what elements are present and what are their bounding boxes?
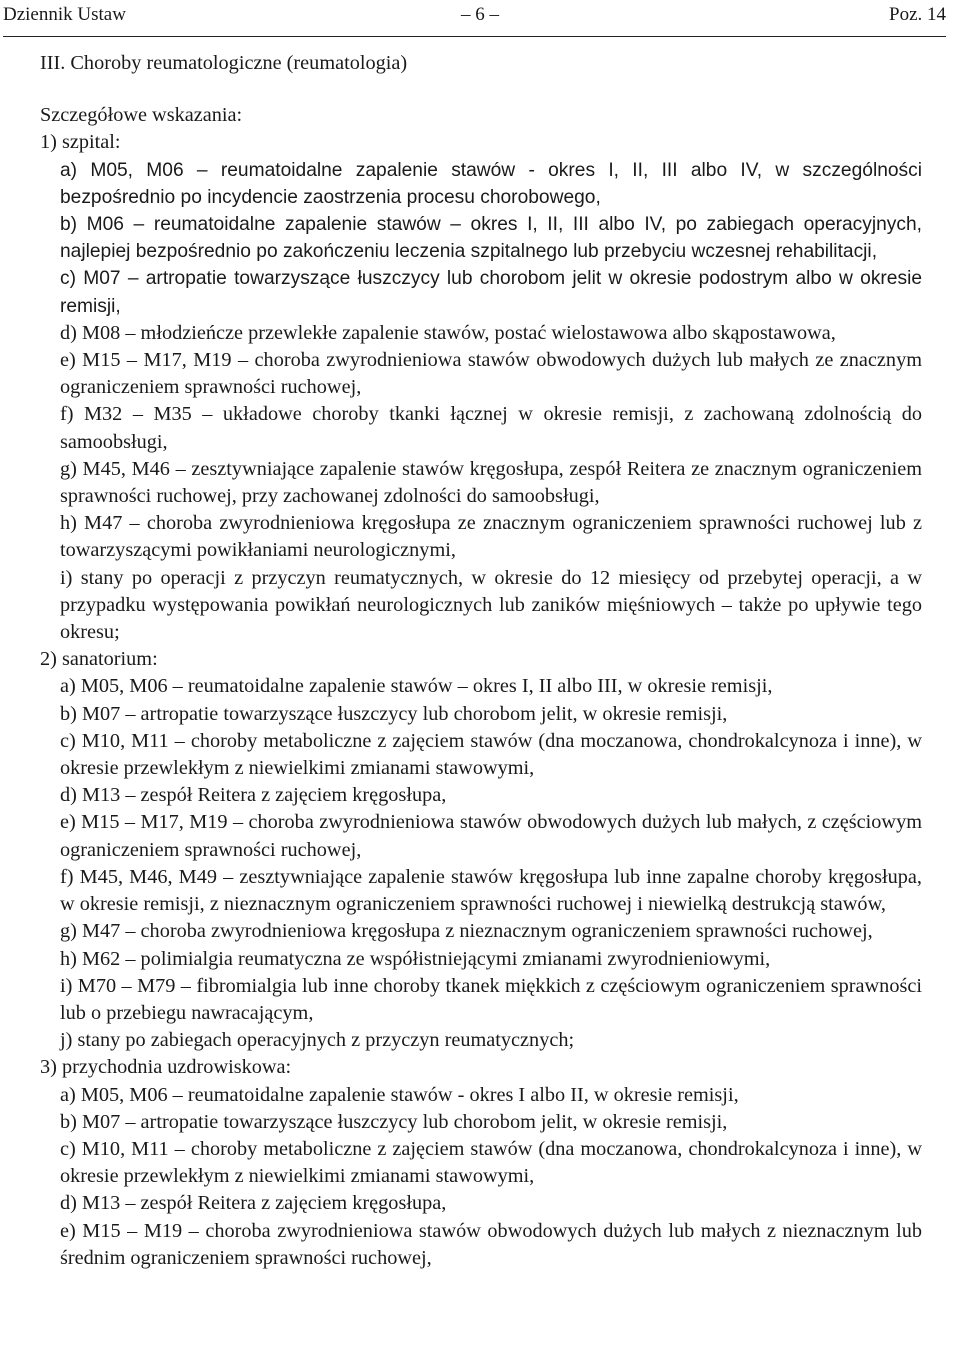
list-item: b) M07 – artropatie towarzyszące łuszczycy lub chorobom jelit, w okresie remisji, <box>60 1110 728 1133</box>
list-item: f) M45, M46, M49 – zesztywniające zapalenie stawów kręgosłupa lub inne zapalne choroby kręgosłupa, w okresie remisji, z nieznacznym ograniczeniem sprawności ruchowej i niewielką destrukcją stawów, <box>60 865 922 916</box>
list-item: c) M07 – artropatie towarzyszące łuszczycy lub chorobom jelit w okresie podostrym albo w okresie remisji, <box>60 268 922 317</box>
list-item: c) M10, M11 – choroby metaboliczne z zajęciem stawów (dna moczanowa, chondrokalcynoza i inne), w okresie przewlekłym z niewielkimi zmianami stawowymi, <box>60 1137 922 1188</box>
list-item: e) M15 – M19 – choroba zwyrodnieniowa stawów obwodowych dużych lub małych z nieznacznym lub średnim ograniczeniem sprawności ruchowej, <box>60 1219 922 1269</box>
header-divider <box>3 36 946 37</box>
subheading: Szczegółowe wskazania: <box>40 104 243 127</box>
list-item: a) M05, M06 – reumatoidalne zapalenie stawów - okres I albo II, w okresie remisji, <box>60 1083 739 1106</box>
page-number: – 6 – <box>461 4 499 25</box>
list-item: d) M13 – zespół Reitera z zajęciem kręgosłupa, <box>60 784 447 807</box>
position-number: Poz. 14 <box>889 4 946 25</box>
section-label: 3) przychodnia uzdrowiskowa: <box>40 1056 292 1079</box>
publication-name: Dziennik Ustaw <box>3 4 126 25</box>
section-label: 1) szpital: <box>40 131 121 154</box>
list-item: d) M13 – zespół Reitera z zajęciem kręgosłupa, <box>60 1192 447 1215</box>
list-item: j) stany po zabiegach operacyjnych z przyczyn reumatycznych; <box>60 1029 575 1052</box>
list-item: h) M47 – choroba zwyrodnieniowa kręgosłupa ze znacznym ograniczeniem sprawności ruchowej lub z towarzyszącymi powikłaniami neurologicznymi, <box>60 512 922 562</box>
list-item: a) M05, M06 – reumatoidalne zapalenie stawów – okres I, II albo III, w okresie remisji, <box>60 675 773 698</box>
list-item: g) M45, M46 – zesztywniające zapalenie stawów kręgosłupa, zespół Reitera ze znacznym ograniczeniem sprawności ruchowej, przy zachowanej zdolności do samoobsługi, <box>60 457 922 508</box>
section-szpital <box>40 129 922 646</box>
list-item: g) M47 – choroba zwyrodnieniowa kręgosłupa z nieznacznym ograniczeniem sprawności ruchowej, <box>60 920 873 943</box>
section-przychodnia-uzdrowiskowa <box>40 1054 922 1272</box>
list-item: i) stany po operacji z przyczyn reumatycznych, w okresie do 12 miesięcy od przebytej operacji, a w przypadku występowania powikłań neurologicznych lub zaników mięśniowych – także po upływie tego okresu; <box>60 566 922 644</box>
list-item: a) M05, M06 – reumatoidalne zapalenie stawów - okres I, II, III albo IV, w szczególności bezpośrednio po incydencie zaostrzenia procesu chorobowego, <box>60 159 922 208</box>
page-header <box>0 0 960 30</box>
list-item: h) M62 – polimialgia reumatyczna ze współistniejącymi zmianami zwyrodnieniowymi, <box>60 947 771 970</box>
document-body <box>40 50 922 1272</box>
list-item: b) M06 – reumatoidalne zapalenie stawów – okres I, II, III albo IV, po zabiegach operacyjnych, najlepiej bezpośrednio po zakończeniu leczenia szpitalnego lub przebyciu wczesnej rehabilitacji, <box>60 214 922 263</box>
section-label: 2) sanatorium: <box>40 648 158 671</box>
list-item: f) M32 – M35 – układowe choroby tkanki łącznej w okresie remisji, z zachowaną zdolnością do samoobsługi, <box>60 403 922 453</box>
list-item: b) M07 – artropatie towarzyszące łuszczycy lub chorobom jelit, w okresie remisji, <box>60 702 728 725</box>
section-sanatorium <box>40 646 922 1054</box>
list-item: e) M15 – M17, M19 – choroba zwyrodnieniowa stawów obwodowych dużych lub małych ze znacznym ograniczeniem sprawności ruchowej, <box>60 349 922 399</box>
section-title: III. Choroby reumatologiczne (reumatologia) <box>40 52 408 74</box>
list-item: c) M10, M11 – choroby metaboliczne z zajęciem stawów (dna moczanowa, chondrokalcynoza i inne), w okresie przewlekłym z niewielkimi zmianami stawowymi, <box>60 729 922 780</box>
list-item: e) M15 – M17, M19 – choroba zwyrodnieniowa stawów obwodowych dużych lub małych, z częściowym ograniczeniem sprawności ruchowej, <box>60 811 922 861</box>
list-item: i) M70 – M79 – fibromialgia lub inne choroby tkanek miękkich z częściowym ograniczeniem sprawności lub o przebiegu nawracającym, <box>60 974 922 1024</box>
list-item: d) M08 – młodzieńcze przewlekłe zapalenie stawów, postać wielostawowa albo skąpostawowa, <box>60 321 836 344</box>
